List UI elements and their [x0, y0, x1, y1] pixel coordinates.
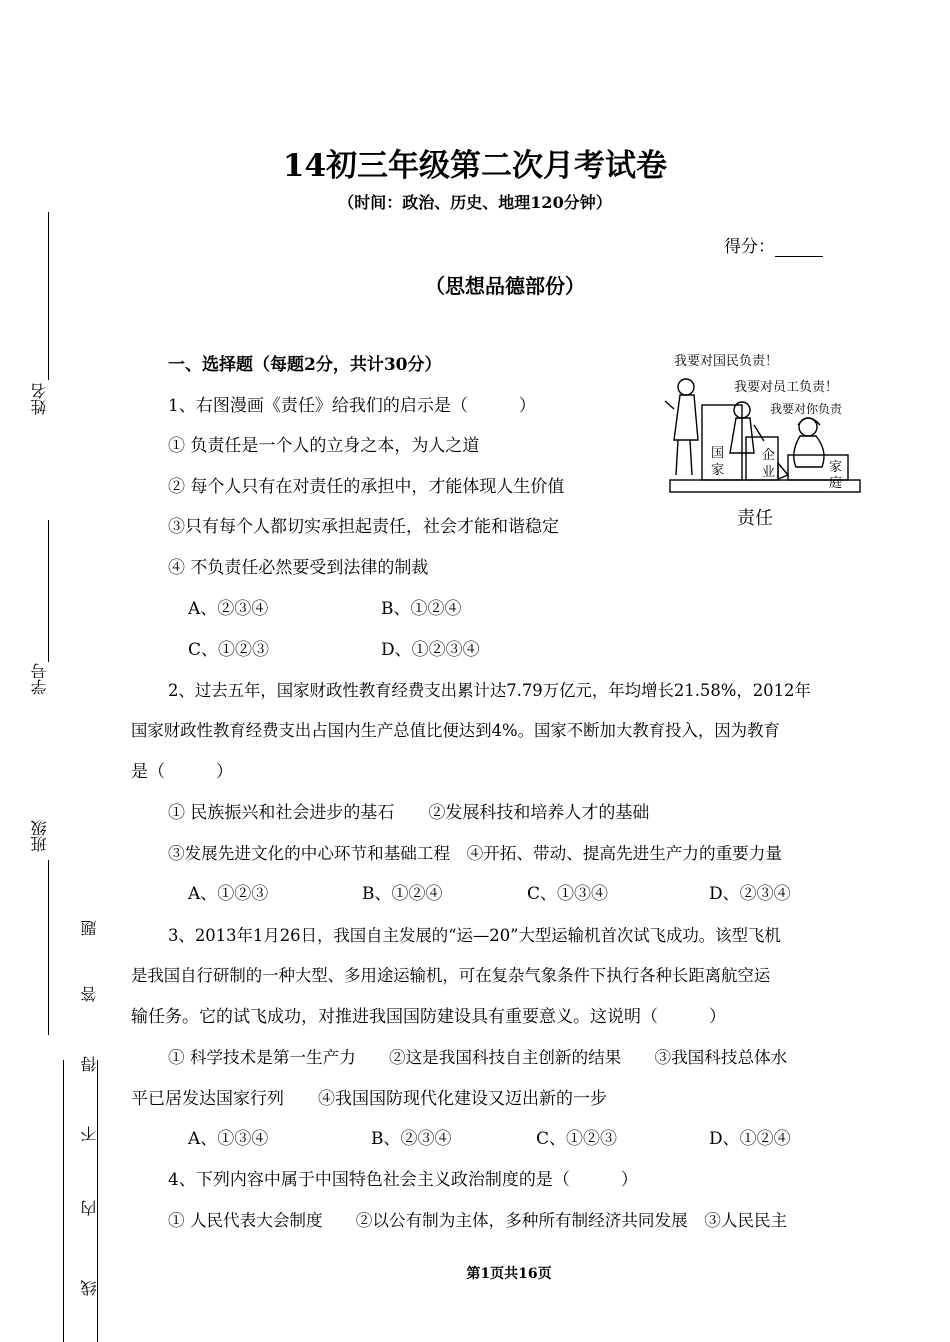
- student-id-label: 学号: [30, 663, 49, 695]
- binding-line-class: [48, 860, 49, 1035]
- q1-option-2: ② 每个人只有在对责任的承担中，才能体现人生价值: [168, 477, 565, 497]
- q1-stem: 1、右图漫画《责任》给我们的启示是（ ）: [168, 396, 536, 416]
- q2-stem-line-2: 国家财政性教育经费支出占国内生产总值比便达到4%。国家不断加大教育投入，因为教育: [131, 721, 780, 740]
- q3-stem-line-2: 是我国自行研制的一种大型、多用途运输机，可在复杂气象条件下执行各种长距离航空运: [131, 966, 771, 985]
- exam-subtitle: （时间：政治、历史、地理120分钟）: [338, 193, 612, 212]
- part1-heading: 一、选择题（每题2分，共计30分）: [168, 355, 442, 375]
- q2-choice-d[interactable]: D、②③④: [709, 884, 791, 904]
- q2-options-line-1: ① 民族振兴和社会进步的基石 ②发展科技和培养人才的基础: [168, 803, 650, 823]
- q3-stem-line-3: 输任务。它的试飞成功，对推进我国国防建设具有重要意义。这说明（ ）: [131, 1007, 726, 1027]
- q4-options-line-1: ① 人民代表大会制度 ②以公有制为主体，多种所有制经济共同发展 ③人民民主: [168, 1211, 788, 1230]
- q4-stem: 4、下列内容中属于中国特色社会主义政治制度的是（ ）: [168, 1170, 638, 1190]
- cartoon-label-country-2: 家: [711, 463, 725, 478]
- q1-option-4: ④ 不负责任必然要受到法律的制裁: [168, 558, 429, 578]
- notice-char-4: 不: [80, 1126, 99, 1142]
- cartoon-label-country-1: 国: [711, 446, 725, 461]
- cartoon-caption: 责任: [737, 508, 773, 529]
- cartoon-label-family-1: 家: [829, 460, 843, 475]
- q1-choice-a[interactable]: A、②③④: [188, 599, 269, 619]
- notice-char-1: 题: [80, 920, 99, 936]
- q1-choice-c[interactable]: C、①②③: [188, 640, 270, 660]
- q1-choice-d[interactable]: D、①②③④: [381, 640, 480, 660]
- q2-choice-a[interactable]: A、①②③: [188, 884, 269, 904]
- cartoon-responsibility: [660, 345, 870, 530]
- page-footer: 第1页共16页: [466, 1266, 552, 1282]
- q3-choice-b[interactable]: B、②③④: [371, 1129, 452, 1149]
- cartoon-speech-1: 我要对国民负责！: [674, 354, 779, 369]
- score-label: 得分：: [724, 237, 775, 257]
- notice-char-2: 答: [80, 986, 99, 1002]
- q1-choice-b[interactable]: B、①②④: [381, 599, 462, 619]
- q1-option-1: ① 负责任是一个人的立身之本，为人之道: [168, 436, 480, 456]
- q2-choice-b[interactable]: B、①②④: [362, 884, 443, 904]
- q2-stem-line-1: 2、过去五年，国家财政性教育经费支出累计达7.79万亿元，年均增长21.58%，2012年: [168, 681, 811, 700]
- notice-char-3: 得: [80, 1056, 99, 1072]
- q3-stem-line-1: 3、2013年1月26日，我国自主发展的“运—20”大型运输机首次试飞成功。该型飞机: [168, 926, 781, 945]
- class-label: 班级: [30, 820, 49, 852]
- cartoon-label-company-1: 企: [762, 448, 776, 463]
- cartoon-drawing: [660, 345, 870, 530]
- q3-options-line-1: ① 科学技术是第一生产力 ②这是我国科技自主创新的结果 ③我国科技总体水: [168, 1048, 788, 1067]
- notice-char-5: 内: [80, 1200, 99, 1216]
- exam-title: 14初三年级第二次月考试卷: [282, 148, 668, 184]
- q3-choice-d[interactable]: D、①②④: [709, 1129, 791, 1149]
- score-blank[interactable]: [775, 240, 823, 257]
- name-label: 姓名: [30, 383, 49, 415]
- cartoon-label-family-2: 庭: [829, 476, 843, 491]
- q1-option-3: ③只有每个人都切实承担起责任，社会才能和谐稳定: [168, 517, 559, 537]
- section-heading: （思想品德部份）: [425, 274, 585, 298]
- q2-options-line-2: ③发展先进文化的中心环节和基础工程 ④开拓、带动、提高先进生产力的重要力量: [168, 844, 782, 863]
- cartoon-speech-3: 我要对你负责: [770, 402, 843, 416]
- score-field[interactable]: [724, 232, 823, 257]
- q2-choice-c[interactable]: C、①③④: [527, 884, 609, 904]
- binding-line-id: [48, 520, 49, 662]
- q3-choice-a[interactable]: A、①③④: [188, 1129, 269, 1149]
- binding-border-outer: [63, 1060, 64, 1342]
- cartoon-label-company-2: 业: [762, 465, 776, 480]
- q2-stem-line-3: 是（ ）: [131, 762, 233, 782]
- q3-options-line-2: 平已居发达国家行列 ④我国国防现代化建设又迈出新的一步: [131, 1089, 607, 1109]
- notice-char-6: 线: [80, 1280, 99, 1296]
- q3-choice-c[interactable]: C、①②③: [536, 1129, 618, 1149]
- cartoon-speech-2: 我要对员工负责！: [734, 380, 839, 395]
